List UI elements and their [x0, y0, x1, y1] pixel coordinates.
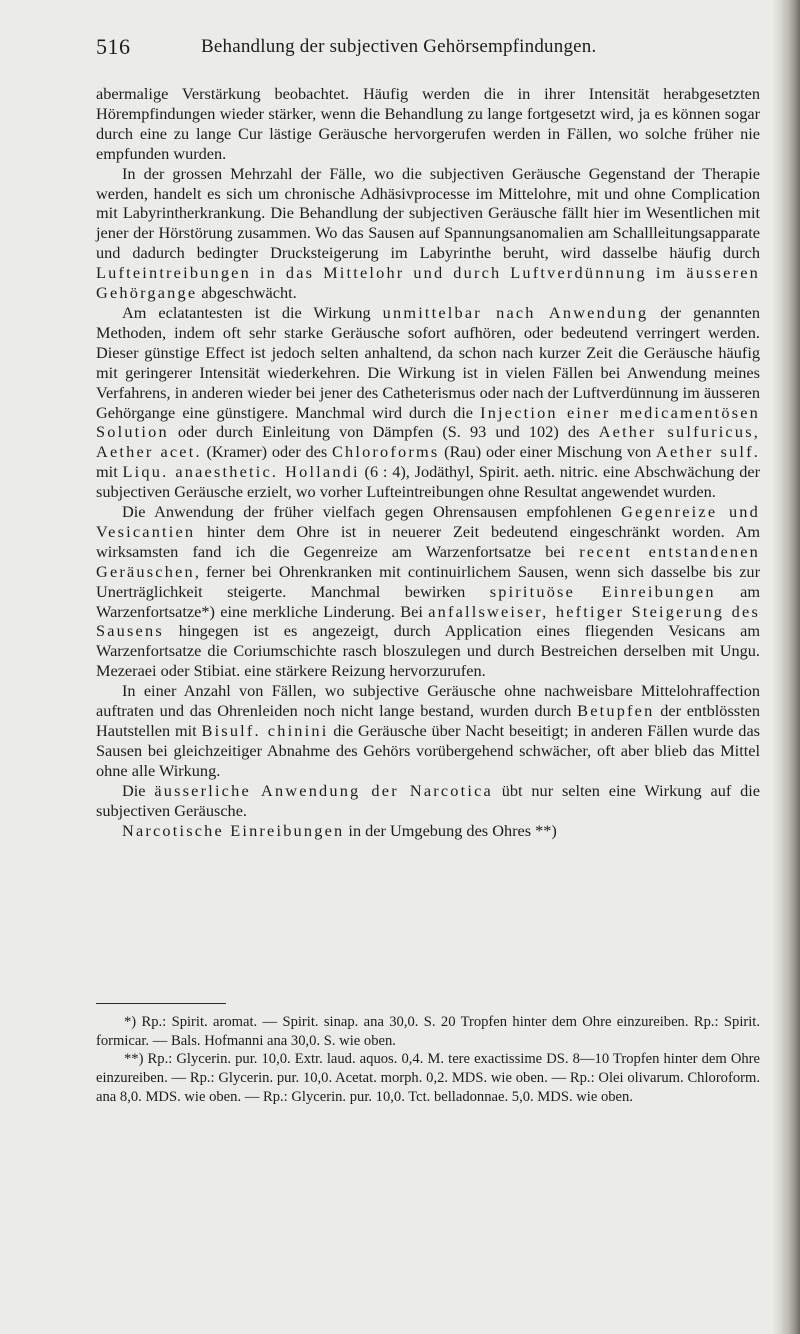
footnote: *) Rp.: Spirit. aromat. — Spirit. sinap. ana 30,0. S. 20 Tropfen hinter dem Ohre einzureiben. Rp.: Spirit. formicar. — Bals. Hofmanni ana 30,0. S. wie oben.: [96, 1014, 760, 1049]
spaced-emphasis: Aether sulfuricus, Aether acet.: [96, 422, 760, 462]
paragraph: [96, 821, 760, 841]
text-run: übt nur selten eine Wirkung auf die subjectiven Geräusche.: [96, 780, 760, 820]
paragraph: [96, 303, 760, 502]
text-run: (Rau) oder einer Mischung von: [439, 442, 657, 462]
text-run: (6 : 4), Jodäthyl, Spirit. aeth. nitric. eine Abschwächung der subjectiven Geräusche erzielt, wo vorher Lufteintreibungen ohne Resultat angewendet wurden.: [96, 462, 760, 502]
paragraph: [96, 781, 760, 821]
text-run: der entblössten Hautstellen mit: [96, 701, 761, 740]
spaced-emphasis: spirituöse Einreibungen: [489, 581, 716, 601]
spaced-emphasis: äusserliche Anwendung der Narcotica: [154, 780, 493, 800]
paragraph: [96, 502, 760, 681]
text-run: in der Umgebung des Ohres **): [344, 820, 557, 840]
text-run: oder durch Einleitung von Dämpfen (S. 93 und 102) des: [168, 422, 599, 442]
spaced-emphasis: Bisulf. chinini: [201, 721, 329, 740]
text-run: hinter dem Ohre ist in neuerer Zeit bedeutend eingeschränkt worden. Am wirksamsten fand ich die Gegenreize am Warzenfortsatze bei: [96, 521, 760, 561]
text-run: Am eclatantesten ist die Wirkung: [122, 302, 383, 322]
spaced-emphasis: Betupfen: [577, 701, 655, 721]
text-run: abermalige Verstärkung beobachtet. Häufig werden die in ihrer Intensität herabgesetzten Hörempfindungen wieder stärker, wenn die Behandlung zu lange fortgesetzt wird, ja es können sogar durch eine zu lange Cur lästige Geräusche hervorgerufen werden in Fällen, wo solche früher nie empfunden wurden.: [96, 84, 760, 163]
spaced-emphasis: Narcotische Einreibungen: [122, 820, 345, 840]
text-run: , ferner bei Ohrenkranken mit continuirlichem Sausen, wenn sich dasselbe bis zur Unerträglichkeit steigerte. Manchmal bewirken: [96, 561, 760, 601]
spaced-emphasis: anfallsweiser, heftiger Steigerung des Sausens: [96, 601, 760, 641]
footnote: **) Rp.: Glycerin. pur. 10,0. Extr. laud. aquos. 0,4. M. tere exactissime DS. 8—10 Tropfen hinter dem Ohre einzureiben. — Rp.: Glycerin. pur. 10,0. Acetat. morph. 0,2. MDS. wie oben. — Rp.: Olei olivarum. Chloroform. ana 8,0. MDS. wie oben. — Rp.: Glycerin. pur. 10,0. Tct. belladonnae. 5,0. MDS. wie oben.: [96, 1051, 760, 1105]
text-run: (Kramer) oder des: [201, 442, 332, 462]
text-run: mit: [96, 462, 123, 482]
spaced-emphasis: Chloroforms: [331, 442, 440, 462]
spaced-emphasis: recent entstandenen Geräuschen: [96, 541, 760, 581]
page-header: [96, 34, 768, 68]
text-run: die Geräusche über Nacht beseitigt; in anderen Fällen wurde das Sausen bei gleichzeitiger Abnahme des Gehörs vorübergehend schwächer, oft aber blieb das Mittel ohne alle Wirkung.: [96, 721, 761, 780]
footnotes: [96, 1013, 760, 1107]
spaced-emphasis: Aether sulf.: [656, 442, 760, 462]
body-text: [96, 84, 760, 840]
spaced-emphasis: Injection einer medicamentösen Solution: [96, 402, 760, 442]
spaced-emphasis: Lufteintreibungen in das Mittelohr und durch Luftverdünnung im äusseren Gehörgange: [96, 263, 760, 303]
paragraph: [96, 164, 760, 303]
text-run: In der grossen Mehrzahl der Fälle, wo die subjectiven Geräusche Gegenstand der Therapie werden, handelt es sich um chronische Adhäsivprocesse im Mittelohre, mit und ohne Complication mit Labyrintherkrankung. Die Behandlung der subjectiven Geräusche fällt hier im Wesentlichen mit jener der Hörstörung zusammen. Wo das Sausen auf Spannungsanomalien am Schallleitungsapparate und dadurch bedingter Drucksteigerung im Labyrinthe beruht, wird dasselbe häufig durch: [96, 163, 760, 263]
spaced-emphasis: Liqu. anaesthetic. Hollandi: [122, 462, 360, 482]
page-edge-shadow: [772, 0, 800, 1334]
text-run: Die: [122, 780, 155, 800]
page-number: 516: [96, 34, 131, 59]
paragraph: [96, 84, 760, 164]
text-run: der genannten Methoden, indem oft sehr starke Geräusche sofort aufhören, oder bedeutend verringert werden. Dieser günstige Effect ist jedoch selten anhaltend, da schon nach kurzer Zeit die Geräusche häufig mit geringerer Intensität wiederkehren. Die Wirkung ist in vielen Fällen bei Anwendung meines Verfahrens, in anderen wieder bei jener des Catheterismus oder nach der Luftverdünnung im äusseren Gehörgange eine günstigere. Manchmal wird durch die: [96, 302, 760, 422]
spaced-emphasis: unmittelbar nach Anwendung: [382, 302, 649, 322]
text-run: am Warzenfortsatze*) eine merkliche Linderung. Bei: [96, 581, 761, 621]
running-head: Behandlung der subjectiven Gehörsempfindungen.: [201, 36, 597, 57]
paragraph: [96, 681, 760, 781]
text-run: abgeschwächt.: [197, 283, 297, 303]
spaced-emphasis: Gegenreize und Vesicantien: [96, 502, 760, 541]
text-run: Die Anwendung der früher vielfach gegen Ohrensausen empfohlenen: [122, 502, 622, 522]
text-run: In einer Anzahl von Fällen, wo subjective Geräusche ohne nachweisbare Mittelohraffection auftraten und das Ohrenleiden noch nicht lange bestand, wurden durch: [96, 681, 760, 721]
footnote-rule: [96, 1003, 226, 1004]
text-run: hingegen ist es angezeigt, durch Application eines fliegenden Vesicans am Warzenfortsatze die Coriumschichte rasch bloszulegen und durch Bestreichen derselben mit Ungu. Mezeraei oder Stibiat. eine stärkere Reizung hervorzurufen.: [96, 621, 760, 681]
